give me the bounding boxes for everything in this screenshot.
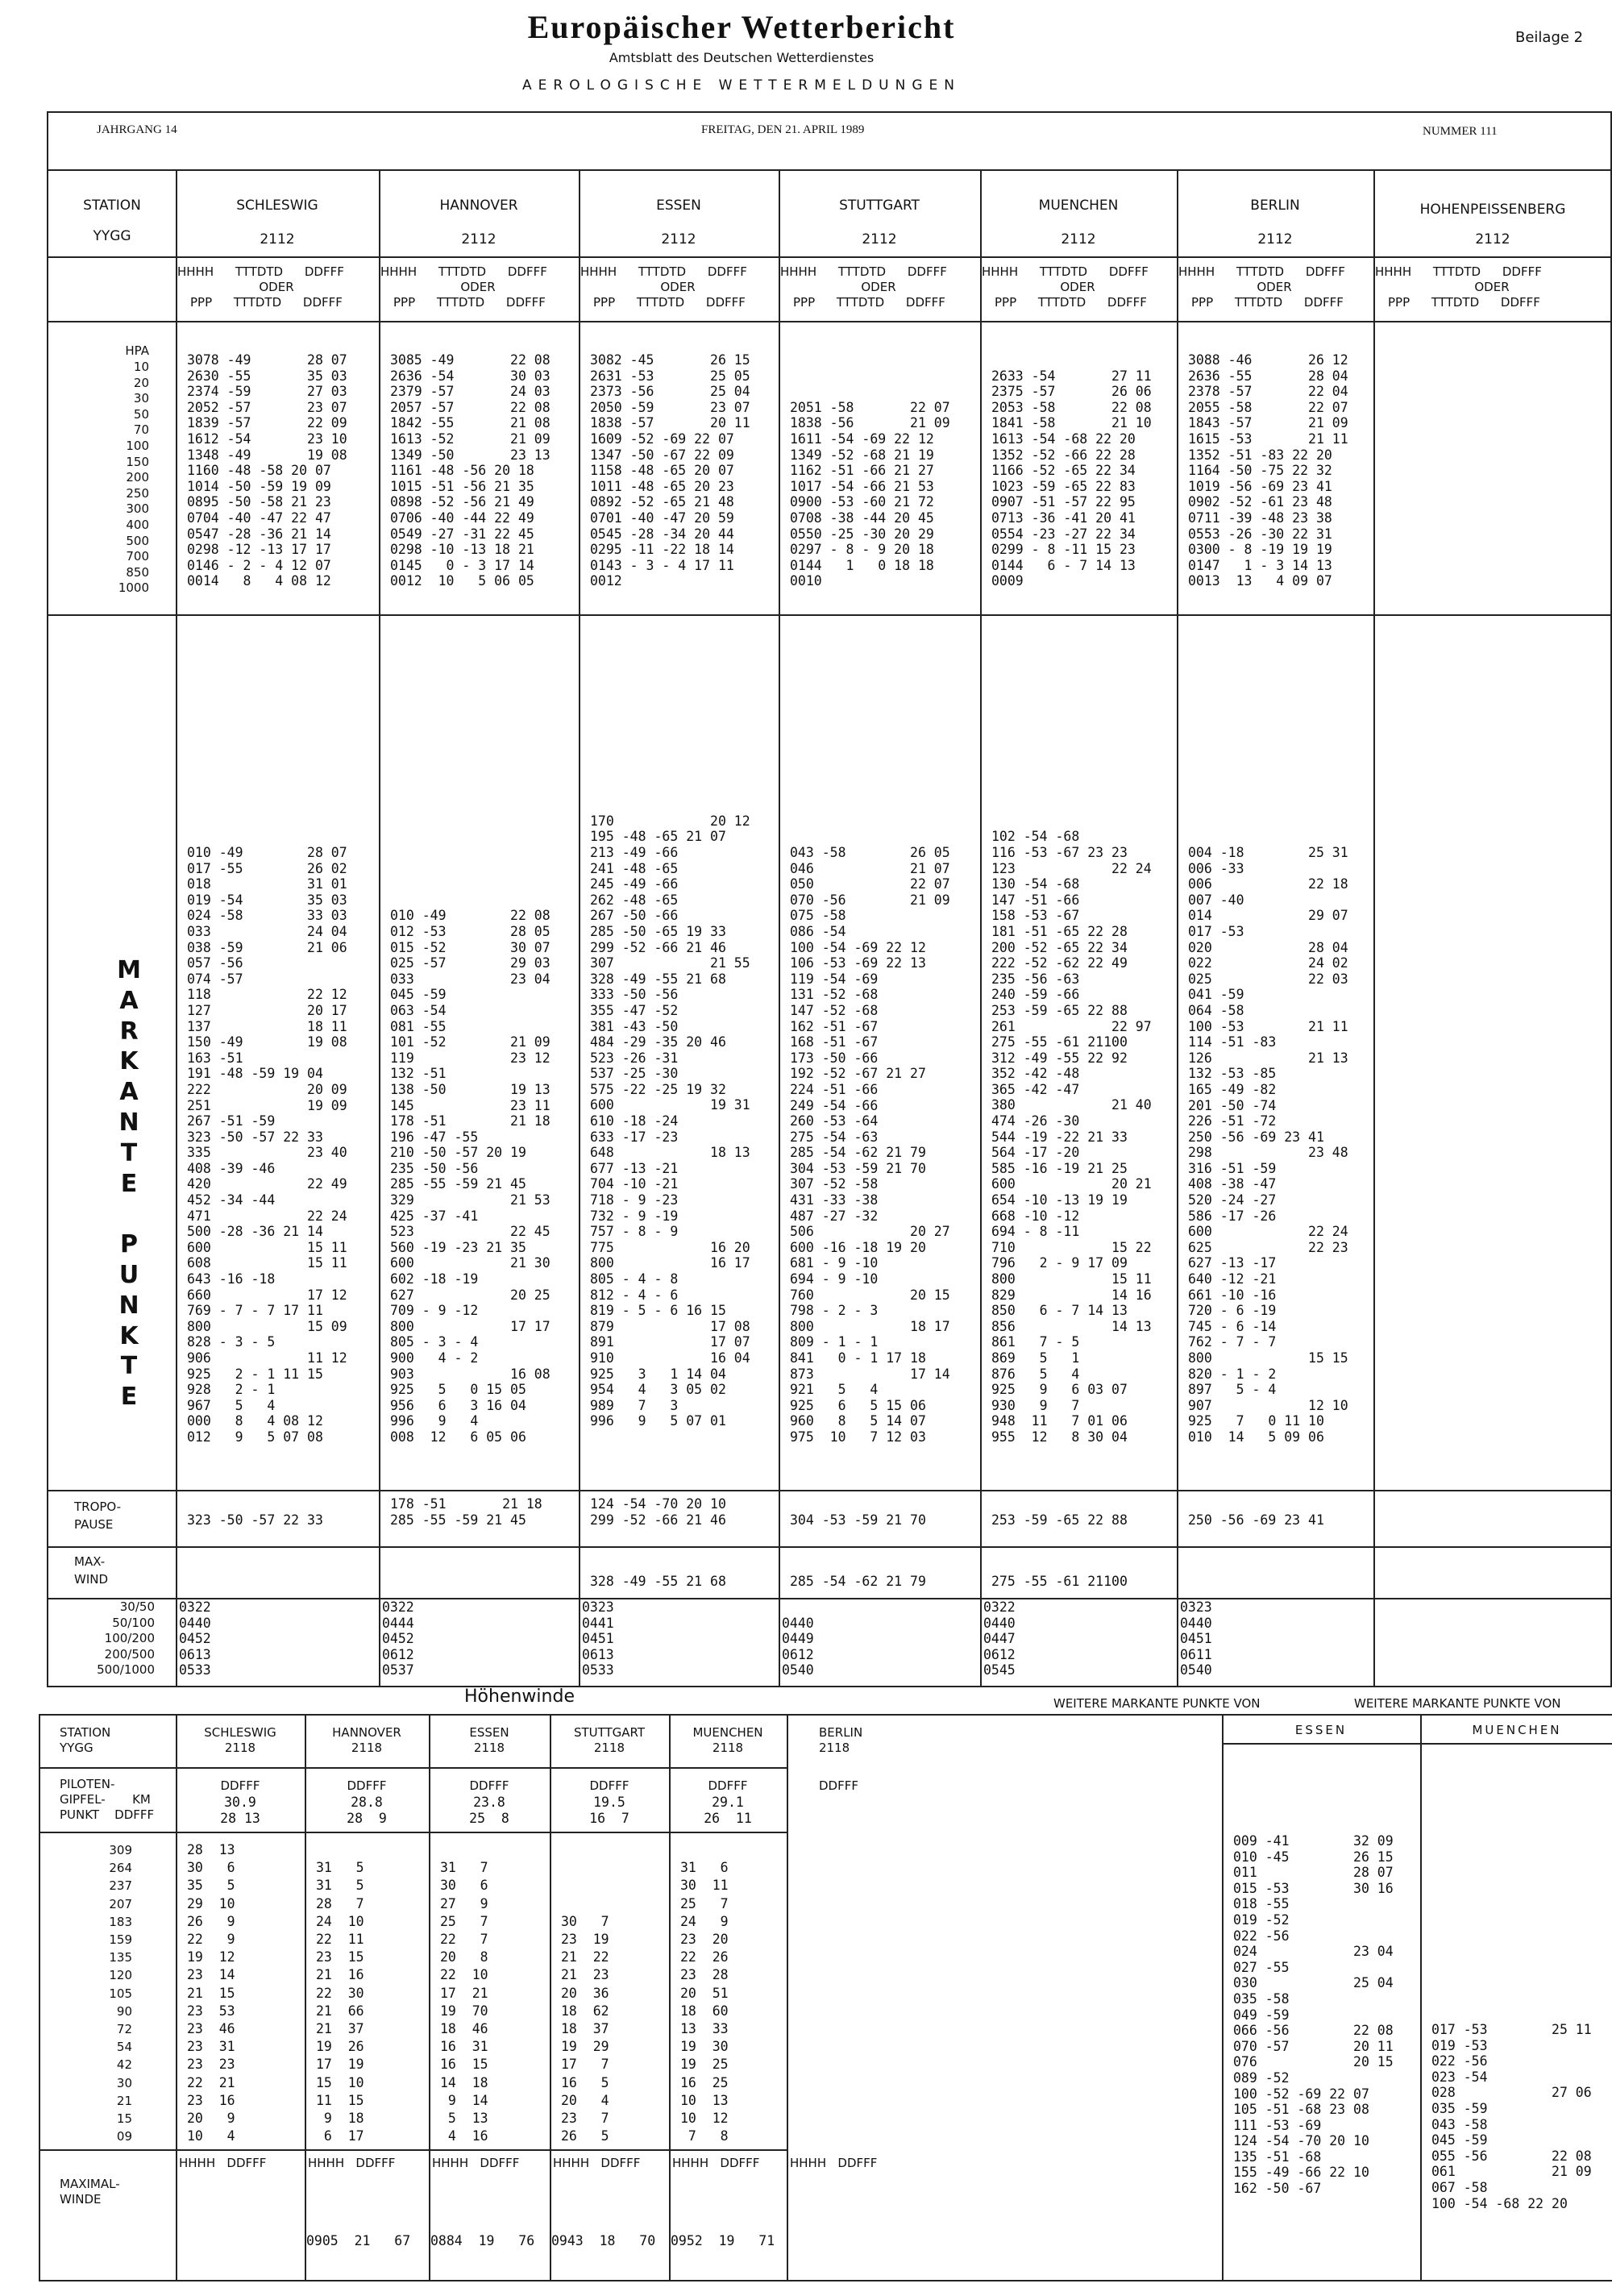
shear-data: 0323 0441 0451 0613 0533 xyxy=(582,1599,614,1678)
col-header-line1: HHHH TTTDTD DDFFF xyxy=(1178,264,1345,279)
station-name: HOHENPEISSENBERG xyxy=(1419,202,1566,218)
hw-km: 28.8 xyxy=(351,1795,383,1810)
hw-gipfel: 16 7 xyxy=(589,1811,629,1826)
column-header xyxy=(580,264,775,310)
hw-hhhh-ddfff: HHHH DDFFF xyxy=(432,2156,520,2170)
piloten-label: PILOTEN- GIPFEL- KM PUNKT DDFFF xyxy=(60,1777,155,1822)
station-yygg: 2112 xyxy=(862,231,897,247)
maxwind-data: 328 -49 -55 21 68 xyxy=(590,1574,726,1589)
markante-punkte-label xyxy=(105,955,153,1412)
weitere-data: 017 -53 25 11 019 -53 022 -56 023 -54 028 27 06 035 -59 043 -58 045 -59 055 -56 22 08 061 21 09 067 -58 100 -54 -68 22 20 xyxy=(1431,2022,1592,2211)
col-header-line3: PPP TTTDTD DDFFF xyxy=(1388,295,1540,310)
station-yygg: 2112 xyxy=(260,231,295,247)
hw-station-name: ESSEN xyxy=(469,1725,509,1740)
standard-levels-data: 2051 -58 22 07 1838 -56 21 09 1611 -54 -69 22 12 1349 -52 -68 21 19 1162 -51 -66 21 27 1017 -54 -66 21 53 0900 -53 -60 21 72 0708 -38 -44 20 45 0550 -25 -30 20 29 0297 - 8 - 9 20 18 0144 1 0 18 18 0010 xyxy=(790,399,950,589)
hw-hhhh-ddfff: HHHH DDFFF xyxy=(672,2156,760,2170)
col-header-line2: ODER xyxy=(1060,280,1095,294)
col-header-line3: PPP TTTDTD DDFFF xyxy=(995,295,1147,310)
tropopause-label: TROPO- PAUSE xyxy=(74,1499,122,1532)
hw-gipfel: 28 9 xyxy=(347,1811,387,1826)
station-name: MUENCHEN xyxy=(1038,198,1119,214)
hw-ddfff: DDFFF xyxy=(220,1778,260,1793)
hw-hhhh-ddfff: HHHH DDFFF xyxy=(790,2156,878,2170)
hw-station-name: SCHLESWIG xyxy=(204,1725,276,1740)
weitere-station-name: ESSEN xyxy=(1294,1723,1348,1737)
shear-data: 0322 0440 0452 0613 0533 xyxy=(179,1599,211,1678)
hw-station-yygg: 2118 xyxy=(593,1741,625,1755)
weitere-station-name: MUENCHEN xyxy=(1472,1723,1562,1737)
markante-letter: A xyxy=(119,986,139,1015)
station-yygg: 2112 xyxy=(661,231,696,247)
markante-letter xyxy=(105,1199,153,1229)
hw-km: 23.8 xyxy=(473,1795,505,1810)
standard-levels-data: 3082 -45 26 15 2631 -53 25 05 2373 -56 25 04 2050 -59 23 07 1838 -57 20 11 1609 -52 -69 22 07 1347 -50 -67 22 09 1158 -48 -65 20 07 1011 -48 -65 20 23 0892 -52 -65 21 48 0701 -40 -47 20 59 0545 -28 -34 20 44 0295 -11 -22 18 14 0143 - 3 - 4 17 11 0012 xyxy=(590,352,750,589)
hw-gipfel: 26 11 xyxy=(704,1811,752,1826)
yygg-label: YYGG xyxy=(93,228,131,244)
hw-km: 19.5 xyxy=(593,1795,625,1810)
hw-hhhh-ddfff: HHHH DDFFF xyxy=(308,2156,396,2170)
jahrgang: JAHRGANG 14 xyxy=(97,123,177,136)
maxwind-label: MAX- WIND xyxy=(74,1554,109,1587)
maxwind-data: 285 -54 -62 21 79 xyxy=(790,1574,926,1589)
hw-maxwind: 0905 21 67 xyxy=(306,2233,411,2248)
hw-station-yygg: 2118 xyxy=(473,1741,505,1755)
station-name: SCHLESWIG xyxy=(236,198,318,214)
markante-letter: M xyxy=(117,956,141,984)
col-header-line2: ODER xyxy=(259,280,294,294)
hw-gipfel: 25 8 xyxy=(469,1811,509,1826)
col-header-line2: ODER xyxy=(1257,280,1292,294)
tropopause-data: 250 -56 -69 23 41 xyxy=(1188,1512,1324,1528)
col-header-line2: ODER xyxy=(861,280,896,294)
column-header xyxy=(982,264,1174,310)
station-name: STUTTGART xyxy=(839,198,920,214)
markante-punkte-data: 043 -58 26 05 046 21 07 050 22 07 070 -56 21 09 075 -58 086 -54 100 -54 -69 22 12 106 -53 -69 22 13 119 -54 -69 131 -52 -68 147 -52 -68 162 -51 -67 168 -51 -67 173 -50 -66 192 -52 -67 21 27 224 -51 -66 249 -54 -66 260 -53 -64 275 -54 -63 285 -54 -62 21 79 304 -53 -59 21 70 307 -52 -58 431 -33 -38 487 -27 -32 506 20 27 600 -16 -18 19 20 681 - 9 -10 694 - 9 -10 760 20 15 798 - 2 - 3 800 18 17 809 - 1 - 1 841 0 - 1 17 18 873 17 14 921 5 4 925 6 5 15 06 960 8 5 14 07 975 10 7 12 03 xyxy=(790,845,950,1445)
standard-levels-data: 3078 -49 28 07 2630 -55 35 03 2374 -59 27 03 2052 -57 23 07 1839 -57 22 09 1612 -54 23 10 1348 -49 19 08 1160 -48 -58 20 07 1014 -50 -59 19 09 0895 -50 -58 21 23 0704 -40 -47 22 47 0547 -28 -36 21 14 0298 -12 -13 17 17 0146 - 2 - 4 12 07 0014 8 4 08 12 xyxy=(187,352,347,589)
hw-level-data: 30 7 23 19 21 22 21 23 20 36 18 62 18 37 19 29 17 7 16 5 20 4 23 7 26 5 xyxy=(561,1913,609,2144)
hw-levels: 309 264 237 207 183 159 135 120 105 90 72 54 42 30 21 15 09 xyxy=(109,1843,132,2144)
hw-level-data: 28 13 30 6 35 5 29 10 26 9 22 9 19 12 23 14 21 15 23 53 23 46 23 31 23 23 22 21 23 16 20 9 10 4 xyxy=(187,1842,235,2144)
shear-data: 0440 0449 0612 0540 xyxy=(782,1615,814,1678)
markante-letter: N xyxy=(118,1108,139,1137)
col-header-line1: HHHH TTTDTD DDFFF xyxy=(1375,264,1542,279)
maximal-winde-label: MAXIMAL- WINDE xyxy=(60,2177,120,2207)
hw-level-data: 31 5 31 5 28 7 24 10 22 11 23 15 21 16 22 30 21 66 21 37 19 26 17 19 15 10 11 15 9 18 6 17 xyxy=(316,1860,364,2144)
hw-station-label xyxy=(60,1725,110,1756)
markante-letter: K xyxy=(119,1047,139,1076)
standard-levels-data: 3085 -49 22 08 2636 -54 30 03 2379 -57 24 03 2057 -57 22 08 1842 -55 21 08 1613 -52 21 09 1349 -50 23 13 1161 -48 -56 20 18 1015 -51 -56 21 35 0898 -52 -56 21 49 0706 -40 -44 22 49 0549 -27 -31 22 45 0298 -10 -13 18 21 0145 0 - 3 17 14 0012 10 5 06 05 xyxy=(390,352,550,589)
hw-level-data: 31 6 30 11 25 7 24 9 23 20 22 26 23 28 20 51 18 60 13 33 19 30 19 25 16 25 10 13 10 12 7 8 xyxy=(680,1860,729,2144)
col-header-line3: PPP TTTDTD DDFFF xyxy=(393,295,546,310)
weitere-muenchen-title: WEITERE MARKANTE PUNKTE VON xyxy=(1354,1696,1561,1711)
col-header-line1: HHHH TTTDTD DDFFF xyxy=(982,264,1149,279)
hw-level-data: 31 7 30 6 27 9 25 7 22 7 20 8 22 10 17 21 19 70 18 46 16 31 16 15 14 18 9 14 5 13 4 16 xyxy=(440,1860,488,2144)
hw-ddfff: DDFFF xyxy=(469,1778,509,1793)
col-header-line2: ODER xyxy=(460,280,496,294)
hw-maxwind: 0943 18 70 xyxy=(551,2233,656,2248)
hw-station-name: HANNOVER xyxy=(332,1725,401,1740)
weitere-data: 009 -41 32 09 010 -45 26 15 011 28 07 015 -53 30 16 018 -55 019 -52 022 -56 024 23 04 027 -55 030 25 04 035 -58 049 -59 066 -56 22 08 070 -57 20 11 076 20 15 089 -52 100 -52 -69 22 07 105 -51 -68 23 08 111 -53 -69 124 -54 -70 20 10 135 -51 -68 155 -49 -66 22 10 162 -50 -67 xyxy=(1233,1833,1394,2197)
markante-punkte-data: 010 -49 28 07 017 -55 26 02 018 31 01 019 -54 35 03 024 -58 33 03 033 24 04 038 -59 21 06 057 -56 074 -57 118 22 12 127 20 17 137 18 11 150 -49 19 08 163 -51 191 -48 -59 19 04 222 20 09 251 19 09 267 -51 -59 323 -50 -57 22 33 335 23 40 408 -39 -46 420 22 49 452 -34 -44 471 22 24 500 -28 -36 21 14 600 15 11 608 15 11 643 -16 -18 660 17 12 769 - 7 - 7 17 11 800 15 09 828 - 3 - 5 906 11 12 925 2 - 1 11 15 928 2 - 1 967 5 4 000 8 4 08 12 012 9 5 07 08 xyxy=(187,845,347,1445)
page-subtitle: Amtsblatt des Deutschen Wetterdienstes xyxy=(609,50,875,65)
hw-maxwind: 0884 19 76 xyxy=(430,2233,535,2248)
markante-letter: K xyxy=(119,1321,139,1350)
section-title: AEROLOGISCHE WETTERMELDUNGEN xyxy=(522,77,961,94)
tropopause-data: 253 -59 -65 22 88 xyxy=(991,1512,1128,1528)
column-header xyxy=(780,264,977,310)
col-header-line3: PPP TTTDTD DDFFF xyxy=(190,295,343,310)
hoehenwinde-title: Höhenwinde xyxy=(464,1687,575,1707)
tropopause-data: 124 -54 -70 20 10 299 -52 -66 21 46 xyxy=(590,1496,726,1528)
hw-ddfff: DDFFF xyxy=(589,1778,629,1793)
standard-levels-data: 3088 -46 26 12 2636 -55 28 04 2378 -57 22 04 2055 -58 22 07 1843 -57 21 09 1615 -53 21 11 1352 -51 -83 22 20 1164 -50 -75 22 32 1019 -56 -69 23 41 0902 -52 -61 23 48 0711 -39 -48 23 38 0553 -26 -30 22 31 0300 - 8 -19 19 19 0147 1 - 3 14 13 0013 13 4 09 07 xyxy=(1188,352,1348,589)
station-yygg: 2112 xyxy=(461,231,496,247)
col-header-line3: PPP TTTDTD DDFFF xyxy=(593,295,746,310)
markante-letter: U xyxy=(118,1260,139,1289)
hw-ddfff: DDFFF xyxy=(819,1778,858,1793)
column-header xyxy=(1178,264,1370,310)
hw-ddfff: DDFFF xyxy=(347,1778,387,1793)
hw-station-yygg: 2118 xyxy=(351,1741,383,1755)
col-header-line1: HHHH TTTDTD DDFFF xyxy=(380,264,547,279)
hw-gipfel: 28 13 xyxy=(220,1811,260,1826)
markante-letter: N xyxy=(118,1291,139,1320)
pressure-levels: 10 20 30 50 70 100 150 200 250 300 400 500 700 850 1000 xyxy=(118,360,149,596)
hw-maxwind: 0952 19 71 xyxy=(671,2233,775,2248)
station-yygg: 2112 xyxy=(1061,231,1096,247)
hw-hhhh-ddfff: HHHH DDFFF xyxy=(179,2156,267,2170)
issue-number: NUMMER 111 xyxy=(1423,125,1498,138)
markante-letter: T xyxy=(120,1352,138,1381)
shear-data: 0322 0440 0447 0612 0545 xyxy=(983,1599,1016,1678)
hw-km: 29.1 xyxy=(712,1795,744,1810)
markante-letter: R xyxy=(119,1017,139,1046)
markante-letter: A xyxy=(119,1078,139,1107)
markante-punkte-data: 102 -54 -68 116 -53 -67 23 23 123 22 24 130 -54 -68 147 -51 -66 158 -53 -67 181 -51 -65 22 28 200 -52 -65 22 34 222 -52 -62 22 49 235 -56 -63 240 -59 -66 253 -59 -65 22 88 261 22 97 275 -55 -61 21100 312 -49 -55 22 92 352 -42 -48 365 -42 -47 380 21 40 474 -26 -30 544 -19 -22 21 33 564 -17 -20 585 -16 -19 21 25 600 20 21 654 -10 -13 19 19 668 -10 -12 694 - 8 -11 710 15 22 796 2 - 9 17 09 800 15 11 829 14 16 850 6 - 7 14 13 856 14 13 861 7 - 5 869 5 1 876 5 4 925 9 6 03 07 930 9 7 948 11 7 01 06 955 12 8 30 04 xyxy=(991,829,1152,1445)
tropopause-data: 323 -50 -57 22 33 xyxy=(187,1512,323,1528)
hw-station-yygg: 2118 xyxy=(712,1741,744,1755)
col-header-line3: PPP TTTDTD DDFFF xyxy=(793,295,945,310)
station-yygg: 2112 xyxy=(1257,231,1293,247)
hw-station-name: BERLIN xyxy=(819,1725,863,1740)
markante-punkte-data: 004 -18 25 31 006 -33 006 22 18 007 -40 014 29 07 017 -53 020 28 04 022 24 02 025 22 03 041 -59 064 -58 100 -53 21 11 114 -51 -83 126 21 13 132 -53 -85 165 -49 -82 201 -50 -74 226 -51 -72 250 -56 -69 23 41 298 23 48 316 -51 -59 408 -38 -47 520 -24 -27 586 -17 -26 600 22 24 625 22 23 627 -13 -17 640 -12 -21 661 -10 -16 720 - 6 -19 745 - 6 -14 762 - 7 - 7 800 15 15 820 - 1 - 2 897 5 - 4 907 12 10 925 7 0 11 10 010 14 5 09 06 xyxy=(1188,845,1348,1445)
beilage-label: Beilage 2 xyxy=(1515,29,1584,46)
hw-station-name: MUENCHEN xyxy=(692,1725,763,1740)
hw-station-text: STATION xyxy=(60,1725,111,1740)
shear-data: 0323 0440 0451 0611 0540 xyxy=(1180,1599,1212,1678)
markante-letter: E xyxy=(120,1383,138,1412)
shear-levels: 30/50 50/100 100/200 200/500 500/1000 xyxy=(97,1599,155,1678)
station-name: BERLIN xyxy=(1250,198,1300,214)
hw-station-yygg: 2118 xyxy=(819,1741,850,1755)
hw-hhhh-ddfff: HHHH DDFFF xyxy=(553,2156,641,2170)
issue-date: FREITAG, DEN 21. APRIL 1989 xyxy=(701,123,865,136)
hw-station-yygg: 2118 xyxy=(224,1741,256,1755)
tropopause-data: 304 -53 -59 21 70 xyxy=(790,1512,926,1528)
station-name: ESSEN xyxy=(656,198,701,214)
maxwind-data: 275 -55 -61 21100 xyxy=(991,1574,1128,1589)
col-header-line1: HHHH TTTDTD DDFFF xyxy=(177,264,344,279)
station-name: HANNOVER xyxy=(439,198,518,214)
hw-km: 30.9 xyxy=(224,1795,256,1810)
standard-levels-data: 2633 -54 27 11 2375 -57 26 06 2053 -58 22 08 1841 -58 21 10 1613 -54 -68 22 20 1352 -52 -66 22 28 1166 -52 -65 22 34 1023 -59 -65 22 83 0907 -51 -57 22 95 0713 -36 -41 20 41 0554 -23 -27 22 34 0299 - 8 -11 15 23 0144 6 - 7 14 13 0009 xyxy=(991,368,1152,589)
markante-letter: T xyxy=(120,1138,138,1167)
column-header xyxy=(177,264,376,310)
page-title: Europäischer Wetterbericht xyxy=(527,9,956,45)
markante-letter: E xyxy=(120,1169,138,1198)
station-yygg: 2112 xyxy=(1475,231,1510,247)
col-header-line2: ODER xyxy=(1474,280,1510,294)
weitere-essen-title: WEITERE MARKANTE PUNKTE VON xyxy=(1053,1696,1261,1711)
column-header xyxy=(380,264,575,310)
markante-letter: P xyxy=(120,1230,138,1259)
col-header-line2: ODER xyxy=(660,280,696,294)
markante-punkte-data: 010 -49 22 08 012 -53 28 05 015 -52 30 07 025 -57 29 03 033 23 04 045 -59 063 -54 081 -55 101 -52 21 09 119 23 12 132 -51 138 -50 19 13 145 23 11 178 -51 21 18 196 -47 -55 210 -50 -57 20 19 235 -50 -56 285 -55 -59 21 45 329 21 53 425 -37 -41 523 22 45 560 -19 -23 21 35 600 21 30 602 -18 -19 627 20 25 709 - 9 -12 800 17 17 805 - 3 - 4 900 4 - 2 903 16 08 925 5 0 15 05 956 6 3 16 04 996 9 4 008 12 6 05 06 xyxy=(390,908,550,1445)
shear-data: 0322 0444 0452 0612 0537 xyxy=(382,1599,414,1678)
hpa-label: HPA xyxy=(125,343,149,358)
hw-yygg-text: YYGG xyxy=(60,1741,93,1755)
hw-station-name: STUTTGART xyxy=(573,1725,646,1740)
tropopause-data: 178 -51 21 18 285 -55 -59 21 45 xyxy=(390,1496,542,1528)
hw-ddfff: DDFFF xyxy=(708,1778,748,1793)
col-header-line1: HHHH TTTDTD DDFFF xyxy=(580,264,747,279)
station-label: STATION xyxy=(83,198,141,214)
col-header-line1: HHHH TTTDTD DDFFF xyxy=(780,264,947,279)
column-header xyxy=(1375,264,1609,310)
markante-punkte-data: 170 20 12 195 -48 -65 21 07 213 -49 -66 241 -48 -65 245 -49 -66 262 -48 -65 267 -50 -66 285 -50 -65 19 33 299 -52 -66 21 46 307 21 55 328 -49 -55 21 68 333 -50 -56 355 -47 -52 381 -43 -50 484 -29 -35 20 46 523 -26 -31 537 -25 -30 575 -22 -25 19 32 600 19 31 610 -18 -24 633 -17 -23 648 18 13 677 -13 -21 704 -10 -21 718 - 9 -23 732 - 9 -19 757 - 8 - 9 775 16 20 800 16 17 805 - 4 - 8 812 - 4 - 6 819 - 5 - 6 16 15 879 17 08 891 17 07 910 16 04 925 3 1 14 04 954 4 3 05 02 989 7 3 996 9 5 07 01 xyxy=(590,813,750,1429)
col-header-line3: PPP TTTDTD DDFFF xyxy=(1191,295,1344,310)
